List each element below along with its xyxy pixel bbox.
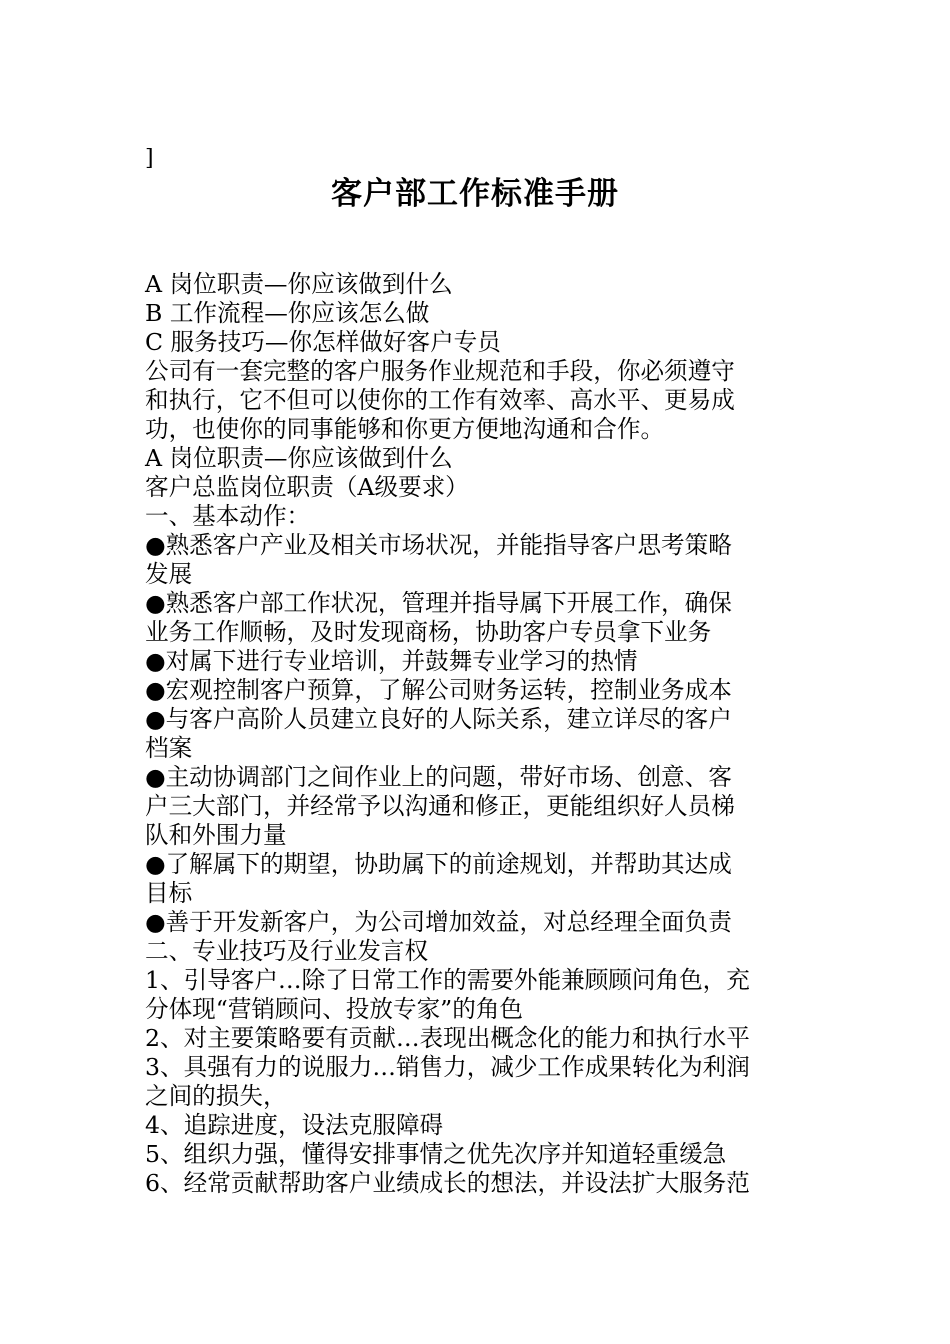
text-line: B 工作流程—你应该怎么做 bbox=[145, 299, 430, 327]
text-line: 档案 bbox=[145, 734, 193, 762]
text-line: 5、组织力强，懂得安排事情之优先次序并知道轻重缓急 bbox=[145, 1140, 727, 1168]
text-line: 3、具强有力的说服力…销售力，减少工作成果转化为利润 bbox=[145, 1053, 750, 1081]
text-line: 2、对主要策略要有贡献…表现出概念化的能力和执行水平 bbox=[145, 1024, 750, 1052]
text-line: 二、专业技巧及行业发言权 bbox=[145, 937, 429, 965]
text-line: ●熟悉客户部工作状况，管理并指导属下开展工作，确保 bbox=[145, 589, 732, 617]
text-line: 一、基本动作： bbox=[145, 502, 311, 530]
text-line: 1、引导客户…除了日常工作的需要外能兼顾顾问角色，充 bbox=[145, 966, 750, 994]
text-line: A 岗位职责—你应该做到什么 bbox=[145, 444, 453, 472]
text-line: 4、追踪进度，设法克服障碍 bbox=[145, 1111, 444, 1139]
text-line: ●善于开发新客户，为公司增加效益，对总经理全面负责 bbox=[145, 908, 732, 936]
text-line: 业务工作顺畅，及时发现商杨，协助客户专员拿下业务 bbox=[145, 618, 712, 646]
text-line: ●熟悉客户产业及相关市场状况，并能指导客户思考策略 bbox=[145, 531, 732, 559]
text-line: C 服务技巧—你怎样做好客户专员 bbox=[145, 328, 501, 356]
text-line: 分体现“营销顾问、投放专家”的角色 bbox=[145, 995, 524, 1023]
text-line: ●主动协调部门之间作业上的问题，带好市场、创意、客 bbox=[145, 763, 732, 791]
text-line: 发展 bbox=[145, 560, 193, 588]
document-body bbox=[145, 270, 810, 1198]
text-line: ●了解属下的期望，协助属下的前途规划，并帮助其达成 bbox=[145, 850, 732, 878]
text-line: 目标 bbox=[145, 879, 193, 907]
page-title: 客户部工作标准手册 bbox=[331, 176, 619, 212]
text-line: A 岗位职责—你应该做到什么 bbox=[145, 270, 453, 298]
text-line: 公司有一套完整的客户服务作业规范和手段，你必须遵守 bbox=[145, 357, 735, 385]
bracket-marker: ] bbox=[145, 146, 154, 171]
text-line: 户三大部门，并经常予以沟通和修正，更能组织好人员梯 bbox=[145, 792, 735, 820]
text-line: 功，也使你的同事能够和你更方便地沟通和合作。 bbox=[145, 415, 665, 443]
text-line: 之间的损失， bbox=[145, 1082, 287, 1110]
text-line: ●对属下进行专业培训，并鼓舞专业学习的热情 bbox=[145, 647, 638, 675]
text-line: 客户总监岗位职责（A级要求） bbox=[145, 473, 469, 501]
text-line: ●宏观控制客户预算，了解公司财务运转，控制业务成本 bbox=[145, 676, 732, 704]
text-line: 队和外围力量 bbox=[145, 821, 287, 849]
text-line: ●与客户高阶人员建立良好的人际关系，建立详尽的客户 bbox=[145, 705, 732, 733]
text-line: 和执行，它不但可以使你的工作有效率、高水平、更易成 bbox=[145, 386, 735, 414]
text-line: 6、经常贡献帮助客户业绩成长的想法，并设法扩大服务范 bbox=[145, 1169, 750, 1197]
